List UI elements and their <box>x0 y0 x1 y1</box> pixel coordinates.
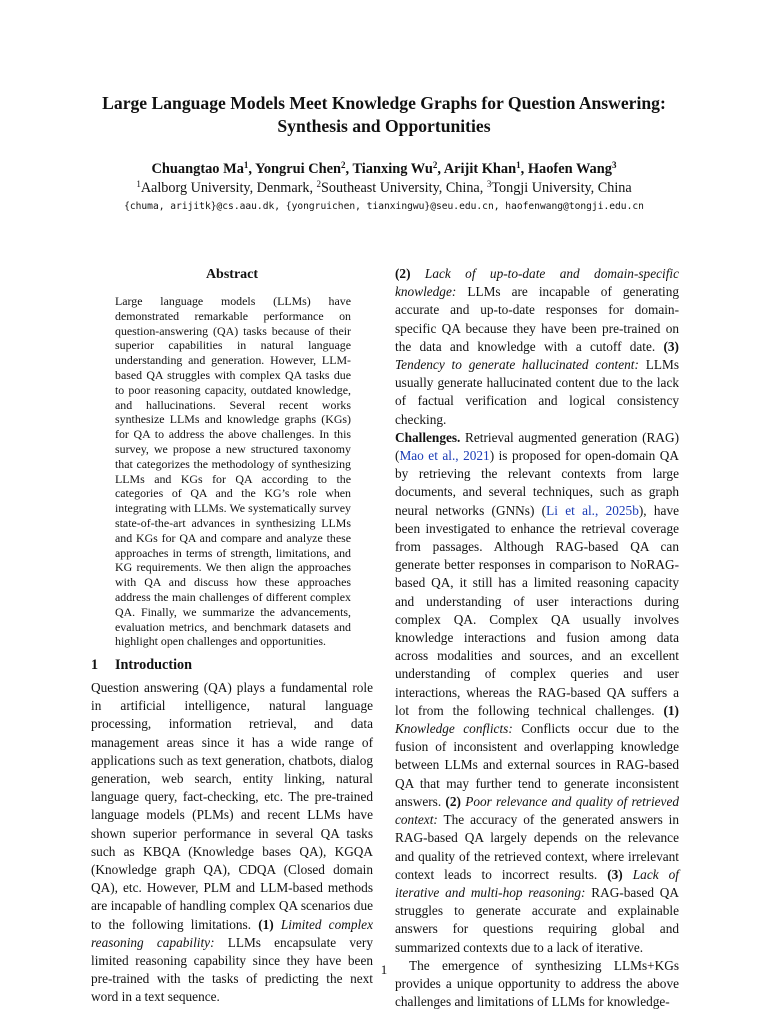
limitation-text: LLMs encapsulate very limited reasoning capability since they have been pre-trained with the tasks of predicting the next word in a text sequence. <box>91 934 373 1005</box>
author-name: Chuangtao Ma <box>151 161 244 177</box>
intro-text: Question answering (QA) plays a fundamental role in artificial intelligence, natural language processing, information retrieval, and data management areas since it has a wide range of applications such as text generation, chatbots, dialog generation, web search, entity linking, natural language query, fact-checking, etc. The pre-trained language models (PLMs) and recent LLMs have shown superior performance in several QA tasks such as KBQA (Knowledge bases QA), KGQA (Knowledge graph QA), CDQA (Closed domain QA), etc. However, PLM and LLM-based methods are incapable of handling complex QA scenarios due to the following limitations. <box>91 680 373 932</box>
list-marker: (1) <box>258 916 274 932</box>
affil-mark: 2 <box>316 179 322 189</box>
author-name: Haofen Wang <box>527 161 612 177</box>
citation-link[interactable]: Li et al., 2025b <box>546 502 639 518</box>
paper-title <box>60 92 708 138</box>
affiliation: Tongji University, China <box>491 180 632 196</box>
author-name: Arijit Khan <box>443 161 517 177</box>
citation-link[interactable]: Mao et al., 2021 <box>399 448 490 464</box>
challenges-label: Challenges. <box>395 429 461 445</box>
challenges-text: ) is proposed for open-domain QA by retrieving the relevant contexts from large documents, and several techniques, such as graph neural networks (GNNs) ( <box>395 448 679 518</box>
author-emails: {chuma, arijitk}@cs.aau.dk, {yongruichen, tianxingwu}@seu.edu.cn, haofenwang@tongji.edu.cn <box>124 201 644 212</box>
challenges-text: ), have been investigated to enhance the retrieval coverage from passages. Although RAG-based QA can generate better responses in comparison to NoRAG-based QA, it still has a limited reasoning capacity and understanding of user interactions during complex QA. Complex QA usually involves knowledge interactions and fusion among data across modalities and sources, and an excellent understanding of complex queries and user interactions, whereas the RAG-based QA suffers a lot from the following technical challenges. <box>395 502 679 718</box>
limitation-title: Limited complex reasoning capability: <box>91 916 373 950</box>
limitation-title: Tendency to generate hallucinated content: <box>395 357 639 373</box>
affiliation: Aalborg University, Denmark, <box>140 180 313 196</box>
title-line-1: Large Language Models Meet Knowledge Graphs for Question Answering: <box>102 93 666 113</box>
affil-mark: 1 <box>136 179 141 189</box>
section-heading-introduction <box>91 656 192 674</box>
right-column <box>395 265 679 1011</box>
abstract-heading: Abstract <box>205 267 259 282</box>
author-list: Chuangtao Ma$^1$, Yongrui Chen$^2$, Tianxing Wu$^2$, Arijit Khan$^1$, Haofen Wang$^3$ <box>151 160 617 177</box>
limitations-continued <box>395 265 679 429</box>
list-marker: (2) <box>395 266 411 281</box>
affil-mark: 3 <box>486 179 492 189</box>
limitation-text: LLMs usually generate hallucinated content due to the lack of factual verification and logical consistency checking. <box>395 357 679 427</box>
section-title: Introduction <box>115 657 192 673</box>
list-marker: (1) <box>663 702 679 718</box>
author-affil-mark: 1 <box>516 160 521 170</box>
challenge-text: RAG-based QA struggles to generate accurate and explainable answers for questions requiring global and summarized contexts due to a lack of iterative. <box>395 884 680 955</box>
challenge-title: Knowledge conflicts: <box>395 721 513 737</box>
limitation-title: Lack of up-to-date and domain-specific knowledge: <box>395 266 679 300</box>
list-marker: (3) <box>663 338 679 354</box>
closing-paragraph: The emergence of synthesizing LLMs+KGs provides a unique opportunity to address the above challenges and limitations of LLMs for knowledge- <box>395 957 679 1010</box>
author-affil-mark: 2 <box>432 160 438 170</box>
list-marker: (3) <box>607 866 623 882</box>
challenges-text: Retrieval augmented generation (RAG) ( <box>395 429 679 464</box>
challenges-paragraph <box>395 429 679 957</box>
intro-paragraph-left <box>91 679 373 1007</box>
author-affil-mark: 2 <box>341 160 346 170</box>
challenge-title: Lack of iterative and multi-hop reasoning: <box>395 866 679 900</box>
limitation-text: LLMs are incapable of generating accurate and up-to-date responses for domain-specific QA because they have been pre-trained on the data and knowledge with a cutoff date. <box>395 284 680 354</box>
abstract-text: Large language models (LLMs) have demonstrated remarkable performance on question-answering (QA) tasks because of their superior capabilities in natural language understanding and generation. However, LLM-based QA struggles with complex QA tasks due to poor reasoning capacity, outdated knowledge, and hallucinations. Several recent works synthesize LLMs and knowledge graphs (KGs) for QA to address the above challenges. In this survey, we propose a new structured taxonomy that categorizes the methodology of synthesizing LLMs and KGs for QA according to the categories of QA and the KG’s role when integrating with LLMs. We systematically survey state-of-the-art advances in synthesizing LLMs and KGs for QA and compare and analyze these approaches in terms of strength, limitations, and KG requirements. We then align the approaches with QA and discuss how these approaches address the main challenges of different complex QA. Finally, we summarize the advancements, evaluation metrics, and benchmark datasets and highlight open challenges and opportunities. <box>115 294 351 649</box>
author-name: Tianxing Wu <box>352 161 433 177</box>
list-marker: (2) <box>445 793 461 809</box>
author-name: Yongrui Chen <box>255 161 342 177</box>
author-affil-mark: 3 <box>611 160 617 170</box>
title-line-2: Synthesis and Opportunities <box>277 116 491 136</box>
challenge-text: The accuracy of the generated answers in RAG-based QA largely depends on the relevance and quality of the retrieved context, where irrelevant context leads to incorrect results. <box>395 812 679 882</box>
author-affil-mark: 1 <box>243 160 249 170</box>
affiliation: Southeast University, China, <box>321 180 484 196</box>
affiliations <box>40 179 728 197</box>
challenge-text: Conflicts occur due to the fusion of inconsistent and overlapping knowledge between LLMs and external sources in RAG-based QA that may further tend to generate inconsistent answers. <box>395 721 679 809</box>
section-number: 1 <box>91 657 99 673</box>
challenge-title: Poor relevance and quality of retrieved context: <box>395 793 679 828</box>
page-number: 1 <box>380 962 388 977</box>
